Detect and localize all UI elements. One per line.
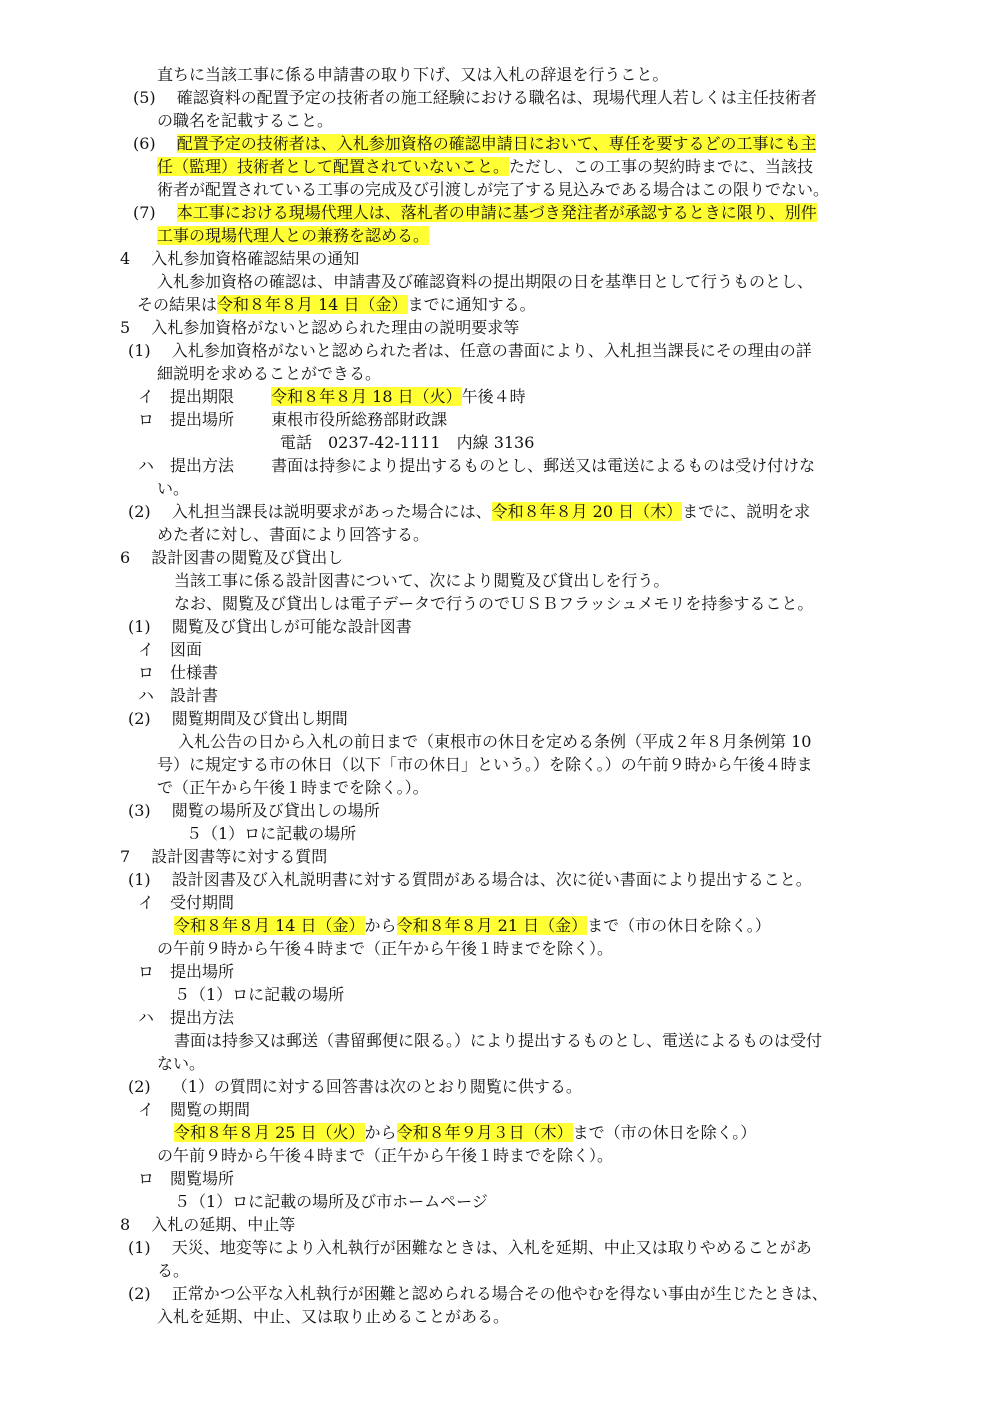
text-line bbox=[157, 1053, 205, 1075]
highlighted-text: 令和８年８月 14 日（金） bbox=[174, 916, 365, 935]
highlighted-text: 令和８年８月 18 日（火） bbox=[271, 387, 462, 406]
text-run: ない。 bbox=[157, 1054, 206, 1073]
text-line bbox=[133, 87, 817, 109]
text-line bbox=[128, 869, 812, 891]
highlighted-text: 工事の現場代理人との兼務を認める。 bbox=[157, 226, 430, 245]
highlighted-text: 令和８年８月 20 日（木） bbox=[491, 502, 683, 521]
text-run: ハ 提出方法 書面は持参により提出するものとし、郵送又は電送によるものは受け付けな bbox=[138, 456, 816, 475]
text-line bbox=[120, 846, 327, 868]
text-run: ５（1）ロに記載の場所 bbox=[186, 824, 357, 843]
text-line bbox=[157, 225, 429, 247]
text-line bbox=[174, 1122, 756, 1144]
text-line bbox=[128, 340, 812, 362]
text-line bbox=[138, 639, 202, 661]
text-line bbox=[138, 455, 815, 477]
text-run: ロ 仕様書 bbox=[138, 663, 219, 682]
highlighted-text: 令和８年８月 25 日（火） bbox=[174, 1123, 365, 1142]
text-line bbox=[133, 202, 817, 224]
text-line bbox=[138, 1007, 234, 1029]
text-line bbox=[174, 1030, 822, 1052]
text-run: ロ 提出場所 東根市役所総務部財政課 bbox=[138, 410, 448, 429]
text-line bbox=[174, 915, 771, 937]
text-run: の午前９時から午後４時まで（正午から午後１時までを除く）。 bbox=[157, 939, 614, 958]
text-run: い。 bbox=[157, 479, 190, 498]
text-run: 当該工事に係る設計図書について、次により閲覧及び貸出しを行う。 bbox=[174, 571, 670, 590]
text-run: 書面は持参又は郵送（書留郵便に限る。）により提出するものとし、電送によるものは受付 bbox=[174, 1031, 823, 1050]
text-run: (5) 確認資料の配置予定の技術者の施工経験における職名は、現場代理人若しくは主任技術者 bbox=[133, 88, 817, 107]
text-line bbox=[178, 731, 811, 753]
text-run: から bbox=[364, 1123, 397, 1142]
text-run: ロ 提出場所 bbox=[138, 962, 235, 981]
text-line bbox=[138, 961, 234, 983]
text-line bbox=[138, 685, 218, 707]
text-line bbox=[120, 248, 359, 270]
text-line bbox=[157, 777, 429, 799]
text-line bbox=[174, 1191, 488, 1213]
text-line bbox=[128, 1283, 828, 1305]
text-run: 入札公告の日から入札の前日まで（東根市の休日を定める条例（平成２年８月条例第 10 bbox=[178, 732, 812, 751]
text-run: (2) （1）の質問に対する回答書は次のとおり閲覧に供する。 bbox=[128, 1077, 582, 1096]
text-run: めた者に対し、書面により回答する。 bbox=[157, 525, 430, 544]
text-line bbox=[186, 823, 356, 845]
text-line bbox=[138, 386, 526, 408]
highlighted-text: 配置予定の技術者は、入札参加資格の確認申請日において、専任を要するどの工事にも主 bbox=[176, 134, 817, 153]
text-line bbox=[157, 110, 333, 132]
text-run: ただし、この工事の契約時までに、当該技 bbox=[509, 157, 814, 176]
text-run: 術者が配置されている工事の完成及び引渡しが完了する見込みである場合はこの限りでない。 bbox=[157, 180, 830, 199]
text-line bbox=[157, 938, 613, 960]
text-line bbox=[128, 1237, 812, 1259]
text-run: 細説明を求めることができる。 bbox=[157, 364, 382, 383]
text-run: イ 図面 bbox=[138, 640, 203, 659]
text-run: なお、閲覧及び貸出しは電子データで行うのでＵＳＢフラッシュメモリを持参すること。 bbox=[174, 594, 814, 613]
text-run: で（正午から午後１時までを除く。）。 bbox=[157, 778, 429, 797]
text-line bbox=[157, 524, 429, 546]
highlighted-text: 本工事における現場代理人は、落札者の申請に基づき発注者が承認するときに限り、別件 bbox=[176, 203, 817, 222]
text-line bbox=[174, 984, 344, 1006]
text-run: (2) 正常かつ公平な入札執行が困難と認められる場合その他やむを得ない事由が生じたときは、 bbox=[128, 1284, 828, 1303]
text-line bbox=[157, 64, 668, 86]
text-line bbox=[138, 662, 218, 684]
text-run: ５（1）ロに記載の場所 bbox=[174, 985, 345, 1004]
text-run: その結果は bbox=[137, 295, 218, 314]
text-line bbox=[138, 1099, 250, 1121]
text-run: (1) 入札参加資格がないと認められた者は、任意の書面により、入札担当課長にその理由の詳 bbox=[128, 341, 812, 360]
highlighted-text: 令和８年９月３日（木） bbox=[396, 1123, 573, 1142]
text-line bbox=[174, 570, 669, 592]
text-line bbox=[120, 317, 519, 339]
text-run: の職名を記載すること。 bbox=[157, 111, 334, 130]
text-run: (1) 天災、地変等により入札執行が困難なときは、入札を延期、中止又は取りやめることがあ bbox=[128, 1238, 812, 1257]
text-run: 4 入札参加資格確認結果の通知 bbox=[120, 249, 360, 268]
text-run: 入札を延期、中止、又は取り止めることがある。 bbox=[157, 1307, 510, 1326]
text-line bbox=[280, 432, 534, 454]
text-run: まで（市の休日を除く。） bbox=[587, 916, 771, 935]
highlighted-text: 令和８年８月 21 日（金） bbox=[396, 916, 588, 935]
text-run: 午後４時 bbox=[461, 387, 526, 406]
text-run: まで（市の休日を除く。） bbox=[572, 1123, 757, 1142]
text-run: イ 閲覧の期間 bbox=[138, 1100, 251, 1119]
text-line bbox=[120, 1214, 295, 1236]
text-run: 直ちに当該工事に係る申請書の取り下げ、又は入札の辞退を行うこと。 bbox=[157, 65, 669, 84]
text-line bbox=[137, 294, 536, 316]
text-line bbox=[128, 1076, 582, 1098]
text-run: 入札参加資格の確認は、申請書及び確認資料の提出期限の日を基準日として行うものとし、 bbox=[157, 272, 814, 291]
text-run: (3) 閲覧の場所及び貸出しの場所 bbox=[128, 801, 380, 820]
text-run: (2) 入札担当課長は説明要求があった場合には、 bbox=[128, 502, 492, 521]
text-run: ハ 設計書 bbox=[138, 686, 219, 705]
highlighted-text: 令和８年８月 14 日（金） bbox=[217, 295, 408, 314]
text-line bbox=[128, 708, 348, 730]
text-run: (1) 設計図書及び入札説明書に対する質問がある場合は、次に従い書面により提出すること。 bbox=[128, 870, 812, 889]
text-run: (7) bbox=[133, 203, 177, 222]
text-run: 号）に規定する市の休日（以下「市の休日」という。）を除く。）の午前９時から午後４時ま bbox=[157, 755, 813, 774]
text-line bbox=[138, 892, 234, 914]
highlighted-text: 任（監理）技術者として配置されていないこと。 bbox=[157, 157, 510, 176]
text-run: までに、説明を求 bbox=[682, 502, 811, 521]
text-run: 6 設計図書の閲覧及び貸出し bbox=[120, 548, 344, 567]
text-line bbox=[157, 1306, 509, 1328]
text-line bbox=[120, 547, 343, 569]
text-line bbox=[157, 271, 813, 293]
text-line bbox=[133, 133, 816, 155]
text-line bbox=[157, 156, 813, 178]
text-run: ロ 閲覧場所 bbox=[138, 1169, 235, 1188]
text-line bbox=[157, 179, 829, 201]
text-line bbox=[157, 754, 813, 776]
text-line bbox=[157, 478, 189, 500]
text-run: イ 提出期限 bbox=[138, 387, 272, 406]
text-run: (1) 閲覧及び貸出しが可能な設計図書 bbox=[128, 617, 412, 636]
text-run: 5 入札参加資格がないと認められた理由の説明要求等 bbox=[120, 318, 520, 337]
text-line bbox=[157, 1260, 189, 1282]
text-line bbox=[157, 1145, 613, 1167]
text-run: の午前９時から午後４時まで（正午から午後１時までを除く）。 bbox=[157, 1146, 614, 1165]
text-line bbox=[138, 1168, 234, 1190]
text-run: (2) 閲覧期間及び貸出し期間 bbox=[128, 709, 348, 728]
text-run: から bbox=[364, 916, 397, 935]
text-run: までに通知する。 bbox=[407, 295, 536, 314]
text-run: 8 入札の延期、中止等 bbox=[120, 1215, 296, 1234]
text-run: (6) bbox=[133, 134, 177, 153]
text-line bbox=[138, 409, 447, 431]
text-line bbox=[128, 501, 810, 523]
text-run: 7 設計図書等に対する質問 bbox=[120, 847, 328, 866]
text-run: 電話 0237-42-1111 内線 3136 bbox=[280, 433, 535, 452]
text-run: イ 受付期間 bbox=[138, 893, 235, 912]
text-line bbox=[174, 593, 813, 615]
text-line bbox=[157, 363, 381, 385]
text-line bbox=[128, 800, 380, 822]
text-run: ハ 提出方法 bbox=[138, 1008, 235, 1027]
text-run: る。 bbox=[157, 1261, 190, 1280]
text-run: ５（1）ロに記載の場所及び市ホームページ bbox=[174, 1192, 488, 1211]
text-line bbox=[128, 616, 412, 638]
